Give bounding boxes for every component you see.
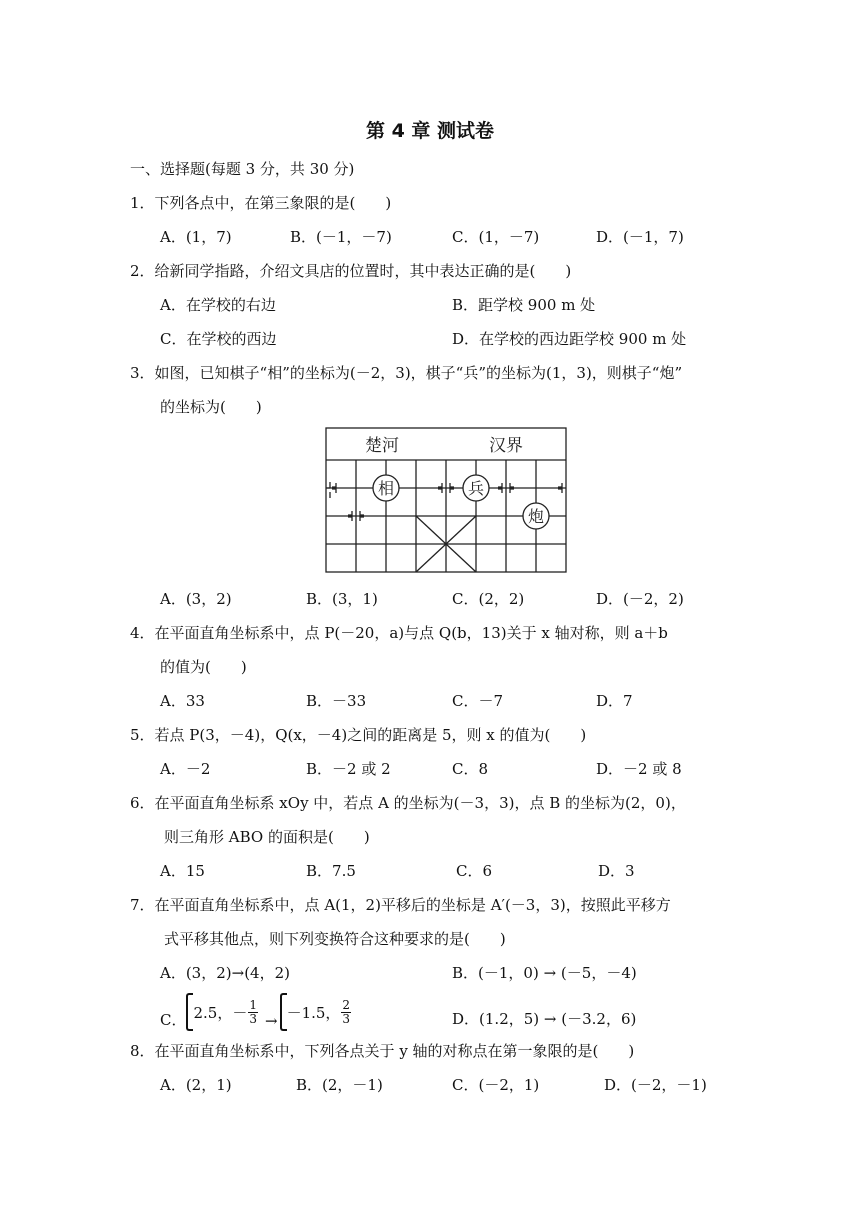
question-3-option-d[interactable]: D．(－2，2) xyxy=(596,590,684,608)
question-3-stem-line-1: 3．如图，已知棋子“相”的坐标为(－2，3)，棋子“兵”的坐标为(1，3)，则棋子“炮” xyxy=(130,364,683,382)
question-4-stem-line-1: 4．在平面直角坐标系中，点 P(－20，a)与点 Q(b，13)关于 x 轴对称，则 a＋b xyxy=(130,624,668,642)
question-8-option-a[interactable]: A．(2，1) xyxy=(160,1076,232,1094)
section-heading: 一、选择题(每题 3 分，共 30 分) xyxy=(130,160,355,178)
fraction-2-denominator: 3 xyxy=(342,1011,351,1026)
question-7-option-b[interactable]: B．(－1，0) → (－5，－4) xyxy=(452,964,637,982)
question-5-option-a[interactable]: A．－2 xyxy=(160,760,211,778)
fraction-2-numerator: 2 xyxy=(342,997,351,1012)
question-7-option-a[interactable]: A．(3，2)→(4，2) xyxy=(160,964,290,982)
question-6-option-d[interactable]: D．3 xyxy=(598,862,635,880)
question-8-option-d[interactable]: D．(－2，－1) xyxy=(604,1076,707,1094)
question-3-option-c[interactable]: C．(2，2) xyxy=(452,590,525,608)
question-2-option-d[interactable]: D．在学校的西边距学校 900 m 处 xyxy=(452,330,687,348)
question-3-option-a[interactable]: A．(3，2) xyxy=(160,590,232,608)
fraction-2 xyxy=(341,999,351,1026)
question-4-option-b[interactable]: B．－33 xyxy=(306,692,367,710)
question-6-option-b[interactable]: B．7.5 xyxy=(306,862,356,880)
fraction-1 xyxy=(248,999,258,1026)
question-2-option-a[interactable]: A．在学校的右边 xyxy=(160,296,276,314)
question-8-stem: 8．在平面直角坐标系中，下列各点关于 y 轴的对称点在第一象限的是( ) xyxy=(130,1042,635,1060)
question-8-option-c[interactable]: C．(－2，1) xyxy=(452,1076,540,1094)
question-5-stem: 5．若点 P(3，－4)，Q(x，－4)之间的距离是 5，则 x 的值为( ) xyxy=(130,726,587,744)
chessboard-figure xyxy=(322,426,570,576)
question-1-stem: 1．下列各点中，在第三象限的是( ) xyxy=(130,194,392,212)
question-7-stem-line-1: 7．在平面直角坐标系中，点 A(1，2)平移后的坐标是 A′(－3，3)，按照此平移方 xyxy=(130,896,671,914)
question-5-option-b[interactable]: B．－2 或 2 xyxy=(306,760,391,778)
question-6-option-c[interactable]: C．6 xyxy=(456,862,493,880)
option-c-label: C． xyxy=(160,1011,187,1029)
question-6-stem-line-2: 则三角形 ABO 的面积是( ) xyxy=(164,828,370,846)
question-7-option-c[interactable] xyxy=(160,992,352,1032)
river-label-right: 汉界 xyxy=(489,436,523,456)
arrow: → xyxy=(264,1012,278,1030)
chess-piece-pao xyxy=(523,503,549,529)
fraction-1-numerator: 1 xyxy=(249,997,257,1012)
question-8-option-b[interactable]: B．(2，－1) xyxy=(296,1076,383,1094)
question-1-option-a[interactable]: A．(1，7) xyxy=(160,228,232,246)
question-2-option-c[interactable]: C．在学校的西边 xyxy=(160,330,277,348)
question-6-option-a[interactable]: A．15 xyxy=(160,862,205,880)
question-4-option-a[interactable]: A．33 xyxy=(160,692,205,710)
river-label-left: 楚河 xyxy=(365,436,399,456)
chess-piece-bing xyxy=(463,475,489,501)
piece-xiang-label: 相 xyxy=(377,479,395,498)
question-1-option-c[interactable]: C．(1，－7) xyxy=(452,228,540,246)
question-4-stem-line-2: 的值为( ) xyxy=(160,658,247,676)
question-7-option-d[interactable]: D．(1.2，5) → (－3.2，6) xyxy=(452,1010,637,1028)
question-5-option-d[interactable]: D．－2 或 8 xyxy=(596,760,682,778)
question-2-stem: 2．给新同学指路，介绍文具店的位置时，其中表达正确的是( ) xyxy=(130,262,572,280)
piece-bing-label: 兵 xyxy=(467,479,485,498)
left-bracket-2 xyxy=(280,993,287,1031)
fraction-1-denominator: 3 xyxy=(249,1011,257,1026)
question-2-option-b[interactable]: B．距学校 900 m 处 xyxy=(452,296,596,314)
question-4-option-c[interactable]: C．－7 xyxy=(452,692,504,710)
chess-piece-xiang xyxy=(373,475,399,501)
question-4-option-d[interactable]: D．7 xyxy=(596,692,633,710)
piece-pao-label: 炮 xyxy=(527,507,545,526)
question-6-stem-line-1: 6．在平面直角坐标系 xOy 中，若点 A 的坐标为(－3，3)，点 B 的坐标为(2，0)， xyxy=(130,794,686,812)
question-3-option-b[interactable]: B．(3，1) xyxy=(306,590,378,608)
question-3-stem-line-2: 的坐标为( ) xyxy=(160,398,262,416)
question-5-option-c[interactable]: C．8 xyxy=(452,760,489,778)
option-c-coord-1: 2.5，－ xyxy=(193,1003,248,1022)
question-1-option-d[interactable]: D．(－1，7) xyxy=(596,228,684,246)
option-c-coord-2: －1.5， xyxy=(286,1003,341,1022)
question-7-stem-line-2: 式平移其他点，则下列变换符合这种要求的是( ) xyxy=(164,930,506,948)
left-bracket-1 xyxy=(186,993,193,1031)
question-1-option-b[interactable]: B．(－1，－7) xyxy=(290,228,392,246)
page-title: 第 4 章 测试卷 xyxy=(365,120,495,142)
